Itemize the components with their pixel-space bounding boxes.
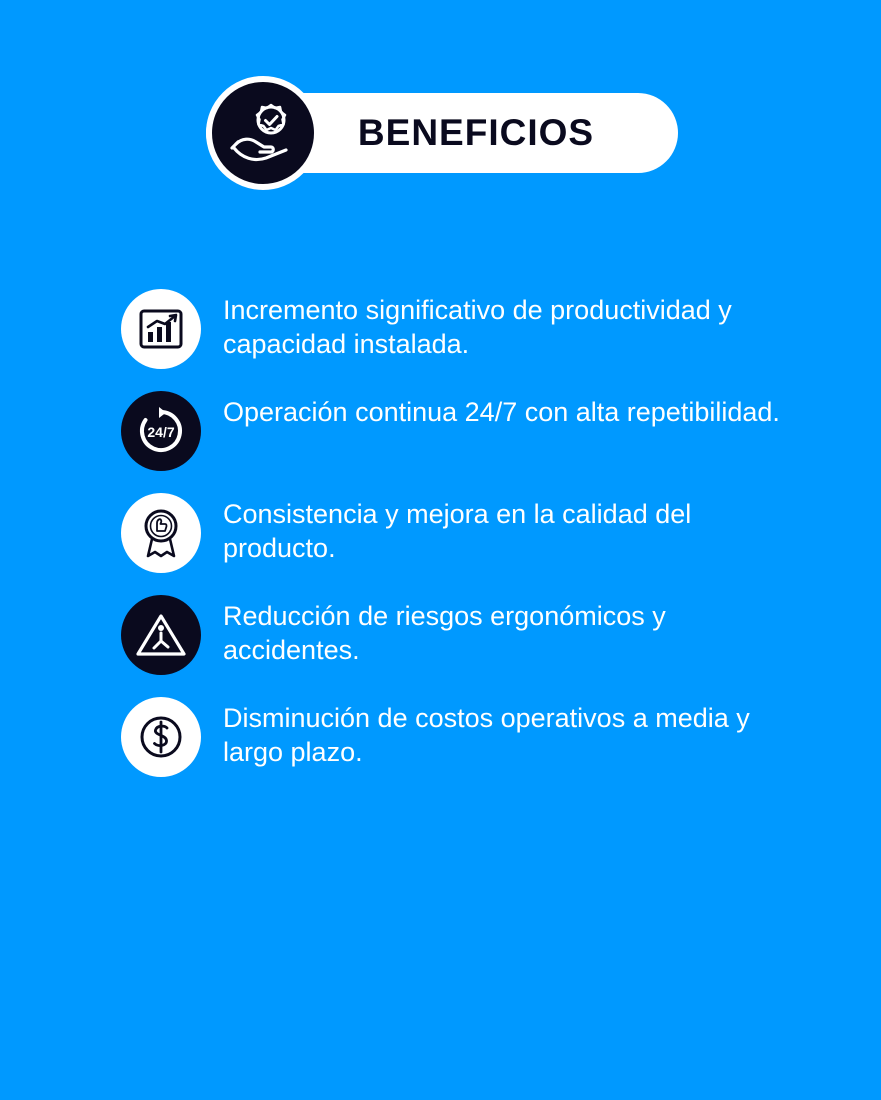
list-item [121, 697, 821, 777]
page-title: BENEFICIOS [357, 112, 595, 153]
quality-award-thumbs-up-icon [121, 493, 201, 573]
warning-triangle-ergonomic-risk-icon [121, 595, 201, 675]
benefits-list [121, 289, 821, 777]
list-item [121, 595, 821, 675]
list-item-label: Consistencia y mejora en la calidad del producto. [223, 499, 692, 563]
list-item [121, 289, 821, 369]
list-item-label: Reducción de riesgos ergonómicos y accidentes. [223, 601, 666, 665]
24-7-continuous-operation-icon [121, 391, 201, 471]
bar-chart-growth-icon [121, 289, 201, 369]
list-item [121, 391, 821, 471]
list-item-label: Disminución de costos operativos a media y largo plazo. [223, 703, 750, 767]
list-item-label: Incremento significativo de productividad y capacidad instalada. [223, 295, 732, 359]
hand-holding-check-badge-icon [206, 76, 320, 190]
list-item [121, 493, 821, 573]
list-item-label: Operación continua 24/7 con alta repetibilidad. [223, 397, 780, 427]
dollar-sign-cost-icon [121, 697, 201, 777]
svg-text:24/7: 24/7 [147, 424, 175, 440]
